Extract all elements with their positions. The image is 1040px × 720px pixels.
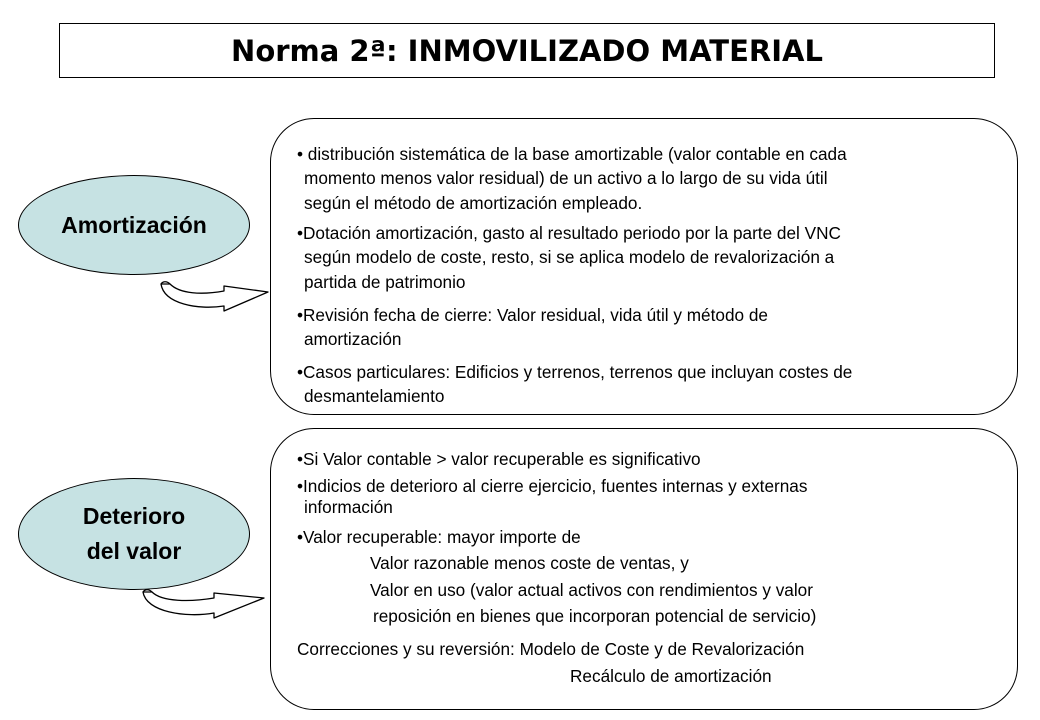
deterioro-panel: [270, 428, 1018, 710]
deterioro-label-line-2: del valor: [86, 538, 182, 564]
page-title: Norma 2ª: INMOVILIZADO MATERIAL: [231, 33, 823, 68]
deterioro-label-line-1: Deterioro: [82, 503, 186, 529]
deterioro-line-5: Valor razonable menos coste de ventas, y: [370, 553, 689, 573]
deterioro-line-1: •Si Valor contable > valor recuperable es significativo: [297, 449, 701, 469]
amortizacion-line-10: desmantelamiento: [304, 386, 445, 406]
amortizacion-line-6: partida de patrimonio: [304, 272, 466, 292]
deterioro-ellipse: [18, 478, 250, 590]
amortizacion-line-3: según el método de amortización empleado.: [304, 193, 643, 213]
amortizacion-line-1: • distribución sistemática de la base amortizable (valor contable en cada: [297, 144, 847, 164]
amortizacion-line-7: •Revisión fecha de cierre: Valor residual, vida útil y método de: [297, 305, 768, 325]
amortizacion-ellipse: [18, 175, 250, 275]
deterioro-line-6: Valor en uso (valor actual activos con rendimientos y valor: [370, 580, 813, 600]
amortizacion-panel: [270, 118, 1018, 415]
amortizacion-line-9: •Casos particulares: Edificios y terrenos, terrenos que incluyan costes de: [297, 362, 853, 382]
deterioro-line-9: Recálculo de amortización: [570, 666, 772, 686]
amortizacion-line-8: amortización: [304, 329, 402, 349]
deterioro-line-4: •Valor recuperable: mayor importe de: [297, 527, 581, 547]
deterioro-line-8: Correcciones y su reversión: Modelo de Coste y de Revalorización: [297, 639, 805, 659]
deterioro-line-3: información: [304, 497, 393, 517]
amortizacion-line-5: según modelo de coste, resto, si se aplica modelo de revalorización a: [304, 247, 835, 267]
title-box: [59, 23, 995, 78]
amortizacion-line-2: momento menos valor residual) de un activo a lo largo de su vida útil: [304, 168, 828, 188]
curved-arrow-icon: [140, 586, 270, 626]
amortizacion-label: Amortización: [61, 211, 207, 238]
amortizacion-line-4: •Dotación amortización, gasto al resultado periodo por la parte del VNC: [297, 223, 841, 243]
curved-arrow-icon: [158, 278, 278, 318]
deterioro-line-7: reposición en bienes que incorporan potencial de servicio): [373, 606, 817, 626]
deterioro-line-2: •Indicios de deterioro al cierre ejercicio, fuentes internas y externas: [297, 476, 808, 496]
